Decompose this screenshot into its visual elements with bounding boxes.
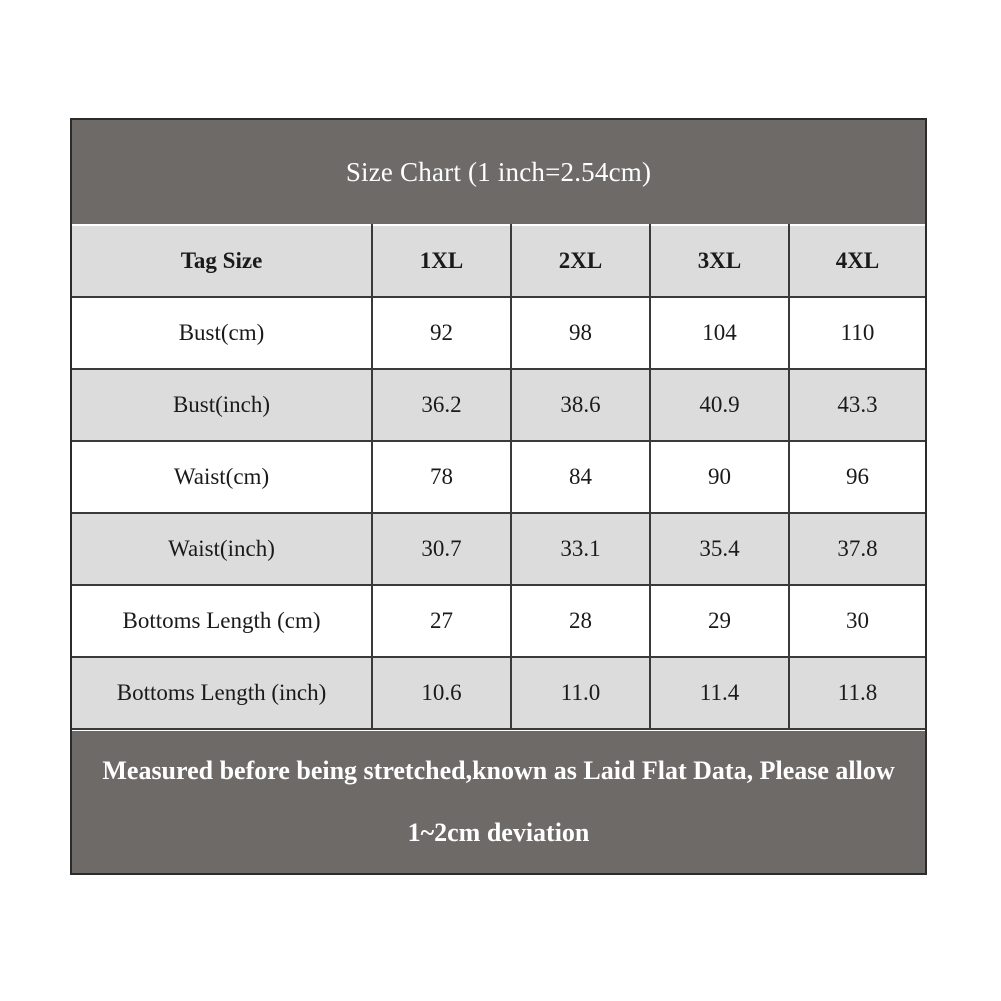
table-cell: 40.9 bbox=[650, 369, 789, 441]
table-row bbox=[72, 297, 925, 369]
table-cell: 43.3 bbox=[789, 369, 925, 441]
table-row bbox=[72, 369, 925, 441]
header-cell-tag-size: Tag Size bbox=[72, 225, 372, 297]
size-chart bbox=[70, 118, 927, 875]
header-cell-3xl: 3XL bbox=[650, 225, 789, 297]
table-cell: 110 bbox=[789, 297, 925, 369]
table-cell: 96 bbox=[789, 441, 925, 513]
measurement-note bbox=[72, 731, 925, 873]
table-cell: 10.6 bbox=[372, 657, 511, 729]
table-row bbox=[72, 441, 925, 513]
row-label: Bust(inch) bbox=[72, 369, 372, 441]
table-row bbox=[72, 513, 925, 585]
table-cell: 38.6 bbox=[511, 369, 650, 441]
table-cell: 35.4 bbox=[650, 513, 789, 585]
table-cell: 33.1 bbox=[511, 513, 650, 585]
row-label: Waist(inch) bbox=[72, 513, 372, 585]
header-cell-2xl: 2XL bbox=[511, 225, 650, 297]
row-label: Bottoms Length (inch) bbox=[72, 657, 372, 729]
table-cell: 29 bbox=[650, 585, 789, 657]
measurement-note-line-1: Measured before being stretched,known as Laid Flat Data, Please allow bbox=[102, 756, 895, 785]
table-row bbox=[72, 585, 925, 657]
table-cell: 27 bbox=[372, 585, 511, 657]
table-row bbox=[72, 657, 925, 729]
table-cell: 37.8 bbox=[789, 513, 925, 585]
measurement-note-line-2: 1~2cm deviation bbox=[407, 818, 590, 847]
table-cell: 11.8 bbox=[789, 657, 925, 729]
table-header-row bbox=[72, 225, 925, 297]
table-cell: 28 bbox=[511, 585, 650, 657]
table-cell: 30.7 bbox=[372, 513, 511, 585]
table-cell: 78 bbox=[372, 441, 511, 513]
size-table bbox=[72, 224, 925, 730]
table-cell: 98 bbox=[511, 297, 650, 369]
table-cell: 11.0 bbox=[511, 657, 650, 729]
table-cell: 90 bbox=[650, 441, 789, 513]
size-chart-title: Size Chart (1 inch=2.54cm) bbox=[72, 120, 925, 224]
table-cell: 11.4 bbox=[650, 657, 789, 729]
header-cell-4xl: 4XL bbox=[789, 225, 925, 297]
table-cell: 36.2 bbox=[372, 369, 511, 441]
row-label: Bust(cm) bbox=[72, 297, 372, 369]
table-cell: 92 bbox=[372, 297, 511, 369]
table-cell: 30 bbox=[789, 585, 925, 657]
row-label: Bottoms Length (cm) bbox=[72, 585, 372, 657]
row-label: Waist(cm) bbox=[72, 441, 372, 513]
table-cell: 84 bbox=[511, 441, 650, 513]
header-cell-1xl: 1XL bbox=[372, 225, 511, 297]
table-cell: 104 bbox=[650, 297, 789, 369]
